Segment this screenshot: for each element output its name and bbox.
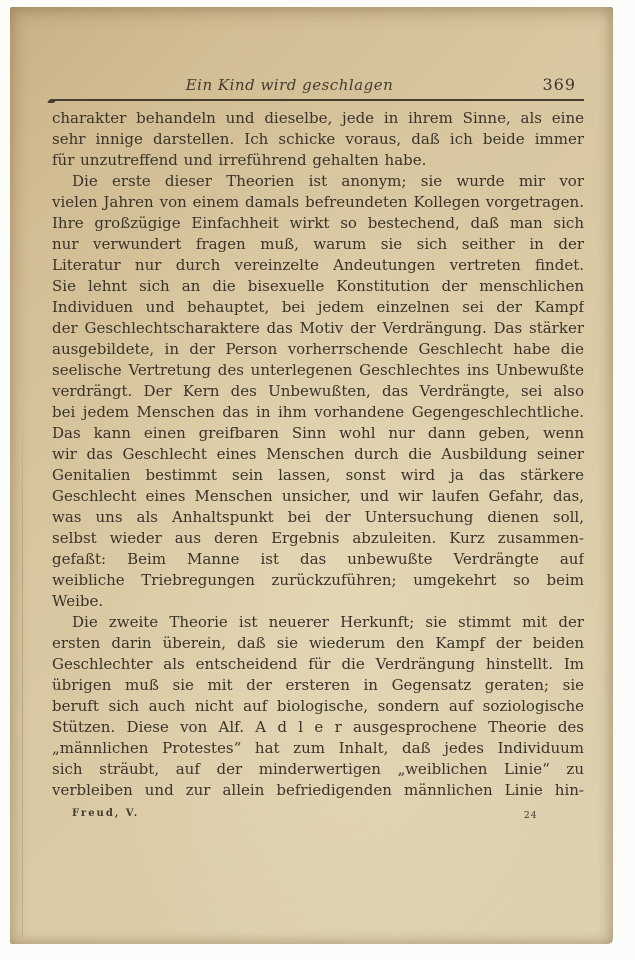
text-line: Geschlechter als entscheidend für die Verdrängung hinstellt. Im bbox=[52, 655, 584, 673]
text-line: selbst wieder aus deren Ergebnis abzuleiten. Kurz zusammen- bbox=[52, 529, 584, 547]
text-line: Genitalien bestimmt sein lassen, sonst wird ja das stärkere bbox=[52, 466, 584, 484]
text-line: Weibe. bbox=[52, 592, 104, 610]
text-line: der Geschlechtscharaktere das Motiv der Verdrängung. Das stärker bbox=[52, 319, 584, 337]
text-line: beruft sich auch nicht auf biologische, sondern auf soziologische bbox=[52, 697, 584, 715]
running-head bbox=[50, 76, 584, 98]
text-line: sehr innige darstellen. Ich schicke voraus, daß ich beide immer bbox=[52, 130, 584, 148]
text-line: nur verwundert fragen muß, warum sie sich seither in der bbox=[52, 235, 584, 253]
text-line: vielen Jahren von einem damals befreundeten Kollegen vorgetragen. bbox=[52, 193, 584, 211]
footer-sheet-number: 24 bbox=[524, 811, 538, 821]
body-text bbox=[52, 108, 584, 801]
text-line: Die erste dieser Theorien ist anonym; sie wurde mir vor bbox=[72, 172, 584, 190]
page-crease-line bbox=[22, 387, 23, 938]
running-head-title: Ein Kind wird geschlagen bbox=[185, 76, 394, 94]
page-number: 369 bbox=[542, 75, 576, 94]
text-line: bei jedem Menschen das in ihm vorhandene Gegengeschlechtliche. bbox=[52, 403, 584, 421]
text-line: Stützen. Diese von Alf. A d l e r ausgesprochene Theorie des bbox=[52, 718, 584, 736]
text-line: ersten darin überein, daß sie wiederum den Kampf der beiden bbox=[52, 634, 584, 652]
text-line: Sie lehnt sich an die bisexuelle Konstitution der menschlichen bbox=[52, 277, 584, 295]
text-line: verdrängt. Der Kern des Unbewußten, das Verdrängte, sei also bbox=[52, 382, 584, 400]
text-line: ausgebildete, in der Person vorherrschende Geschlecht habe die bbox=[52, 340, 584, 358]
text-line: Individuen und behauptet, bei jedem einzelnen sei der Kampf bbox=[52, 298, 584, 316]
text-line: „männlichen Protestes“ hat zum Inhalt, daß jedes Individuum bbox=[52, 739, 584, 757]
footer-volume-signature: Freud, V. bbox=[72, 808, 140, 819]
text-line: für unzutreffend und irreführend gehalten habe. bbox=[52, 151, 427, 169]
text-line: Literatur nur durch vereinzelte Andeutungen vertreten findet. bbox=[52, 256, 584, 274]
text-line: Das kann einen greifbaren Sinn wohl nur dann geben, wenn bbox=[52, 424, 584, 442]
scanned-page bbox=[10, 7, 613, 944]
text-line: charakter behandeln und dieselbe, jede in ihrem Sinne, als eine bbox=[52, 109, 584, 127]
text-line: wir das Geschlecht eines Menschen durch die Ausbildung seiner bbox=[52, 445, 584, 463]
text-line: Ihre großzügige Einfachheit wirkt so bestechend, daß man sich bbox=[52, 214, 584, 232]
text-line: Geschlecht eines Menschen unsicher, und wir laufen Gefahr, das, bbox=[52, 487, 584, 505]
text-line: verbleiben und zur allein befriedigenden männlichen Linie hin- bbox=[52, 781, 584, 799]
page-footer bbox=[52, 806, 584, 826]
text-line: übrigen muß sie mit der ersteren in Gegensatz geraten; sie bbox=[52, 676, 584, 694]
text-line: weibliche Triebregungen zurückzuführen; umgekehrt so beim bbox=[52, 571, 584, 589]
text-line: seelische Vertretung des unterlegenen Geschlechtes ins Unbewußte bbox=[52, 361, 584, 379]
text-line: was uns als Anhaltspunkt bei der Untersuchung dienen soll, bbox=[52, 508, 584, 526]
text-line: gefaßt: Beim Manne ist das unbewußte Verdrängte auf bbox=[52, 550, 584, 568]
text-line: Die zweite Theorie ist neuerer Herkunft; sie stimmt mit der bbox=[72, 613, 584, 631]
text-line: sich sträubt, auf der minderwertigen „weiblichen Linie“ zu bbox=[52, 760, 584, 778]
header-rule bbox=[50, 99, 584, 101]
